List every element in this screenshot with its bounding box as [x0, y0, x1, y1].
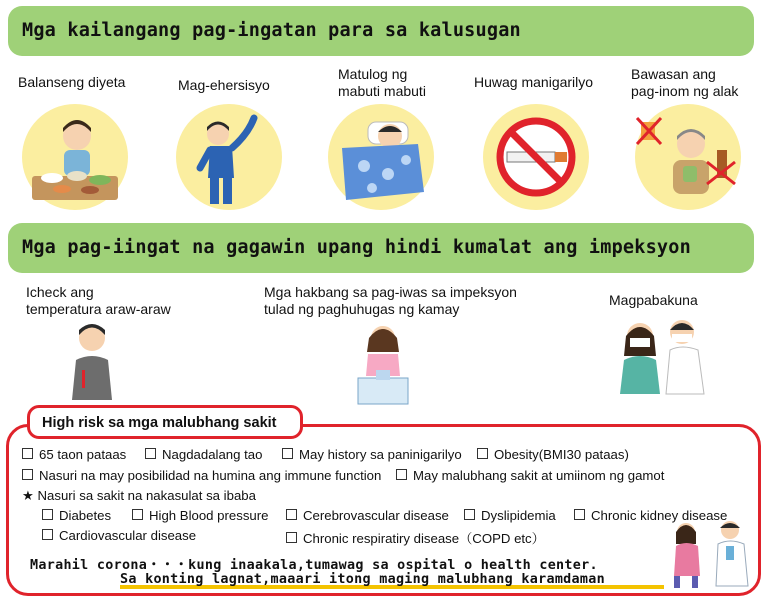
- checkbox-icon: [282, 448, 293, 459]
- disease-diabetes-label: Diabetes: [59, 508, 112, 523]
- risk-pregnant-checkbox[interactable]: [145, 447, 262, 462]
- exercise-label: Mag-ehersisyo: [178, 77, 270, 93]
- disease-copd-label: Chronic respiratiry disease（COPD etc）: [303, 531, 545, 546]
- disease-hbp-checkbox[interactable]: [132, 508, 269, 523]
- hand-washing-icon: [356, 320, 410, 406]
- risk-age-label: 65 taon pataas: [39, 447, 127, 462]
- vaccination-icon: [612, 312, 714, 394]
- risk-smoking-history-checkbox[interactable]: [282, 447, 462, 462]
- disease-cardio-label: Cardiovascular disease: [59, 528, 197, 543]
- call-hospital-message: Marahil corona・・・kung inaakala,tumawag sa ospital o health center.: [30, 558, 598, 573]
- checkbox-icon: [22, 448, 33, 459]
- alcohol-label-2: pag-inom ng alak: [631, 83, 739, 99]
- thermometer-check-icon: [62, 318, 122, 400]
- disease-copd-checkbox[interactable]: [286, 528, 545, 547]
- disease-diabetes-checkbox[interactable]: [42, 508, 111, 523]
- checkbox-icon: [477, 448, 488, 459]
- sleep-label-1: Matulog ng: [338, 66, 408, 82]
- exercise-icon: [176, 104, 282, 210]
- checkbox-icon: [286, 532, 297, 543]
- risk-pregnant-label: Nagdadalang tao: [162, 447, 263, 462]
- risk-immune-checkbox[interactable]: [22, 468, 381, 483]
- checkbox-icon: [286, 509, 297, 520]
- diagnosed-label: Nasuri sa sakit na nakasulat sa ibaba: [37, 488, 256, 503]
- disease-cerebro-checkbox[interactable]: [286, 508, 449, 523]
- health-banner: [8, 6, 754, 56]
- risk-smoking-history-label: May history sa paninigarilyo: [299, 447, 462, 462]
- handwash-label-1: Mga hakbang sa pag-iwas sa impeksyon: [264, 284, 517, 300]
- balanced-diet-icon: [22, 104, 128, 210]
- checkbox-icon: [22, 469, 33, 480]
- less-alcohol-icon: [635, 104, 741, 210]
- handwash-label-2: tulad ng paghuhugas ng kamay: [264, 301, 460, 317]
- checkbox-icon: [574, 509, 585, 520]
- risk-obesity-label: Obesity(BMI30 pataas): [494, 447, 629, 462]
- infection-banner: [8, 223, 754, 273]
- alcohol-label-1: Bawasan ang: [631, 66, 716, 82]
- star-icon: ★: [22, 488, 34, 503]
- risk-immune-label: Nasuri na may posibilidad na humina ang immune function: [39, 468, 382, 483]
- doctor-consultation-icon: [668, 516, 752, 590]
- checkbox-icon: [145, 448, 156, 459]
- sleep-label-2: mabuti mabuti: [338, 83, 426, 99]
- checkbox-icon: [42, 509, 53, 520]
- disease-cerebro-label: Cerebrovascular disease: [303, 508, 449, 523]
- sleep-icon: [328, 104, 434, 210]
- risk-medication-checkbox[interactable]: [396, 468, 664, 483]
- disease-hbp-label: High Blood pressure: [149, 508, 269, 523]
- checkbox-icon: [464, 509, 475, 520]
- vaccine-label: Magpabakuna: [609, 292, 698, 308]
- temp-label-1: Icheck ang: [26, 284, 94, 300]
- diagnosed-line: [22, 488, 256, 504]
- diet-label: Balanseng diyeta: [18, 74, 126, 90]
- checkbox-icon: [42, 529, 53, 540]
- no-smoking-icon: [483, 104, 589, 210]
- risk-obesity-checkbox[interactable]: [477, 447, 629, 462]
- high-risk-title-box: [27, 405, 303, 439]
- high-risk-title: High risk sa mga malubhang sakit: [42, 415, 277, 431]
- risk-medication-label: May malubhang sakit at umiinom ng gamot: [413, 468, 665, 483]
- checkbox-icon: [132, 509, 143, 520]
- risk-age-checkbox[interactable]: [22, 447, 126, 462]
- disease-dyslipidemia-checkbox[interactable]: [464, 508, 556, 523]
- infection-banner-title: Mga pag-iingat na gagawin upang hindi kumalat ang impeksyon: [22, 237, 691, 258]
- disease-dyslipidemia-label: Dyslipidemia: [481, 508, 556, 523]
- disease-kidney-label: Chronic kidney disease: [591, 508, 728, 523]
- fever-warning-message: Sa konting lagnat,maaari itong maging malubhang karamdaman: [120, 572, 605, 587]
- health-banner-title: Mga kailangang pag-ingatan para sa kalusugan: [22, 20, 521, 41]
- disease-cardio-checkbox[interactable]: [42, 528, 196, 543]
- checkbox-icon: [396, 469, 407, 480]
- temp-label-2: temperatura araw-araw: [26, 301, 171, 317]
- smoking-label: Huwag manigarilyo: [474, 74, 594, 90]
